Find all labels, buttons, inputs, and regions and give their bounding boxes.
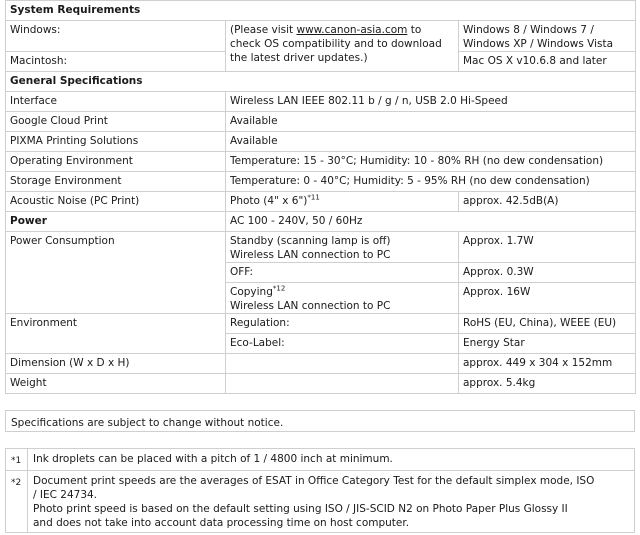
row-value: Windows 8 / Windows 7 / bbox=[463, 24, 594, 36]
row-condition: Eco-Label: bbox=[226, 334, 459, 354]
dimension-row bbox=[6, 354, 636, 374]
row-label: Operating Environment bbox=[6, 152, 226, 172]
footnote-line: / IEC 24734. bbox=[33, 489, 98, 501]
condition-text: Standby (scanning lamp is off) bbox=[230, 235, 391, 247]
row-label: PIXMA Printing Solutions bbox=[6, 132, 226, 152]
system-requirements-heading-row bbox=[6, 1, 636, 21]
condition-text: Copying bbox=[230, 286, 273, 298]
row-value: RoHS (EU, China), WEEE (EU) bbox=[459, 314, 636, 334]
row-condition: Regulation: bbox=[226, 314, 459, 334]
spec-row bbox=[6, 92, 636, 112]
row-value: Mac OS X v10.6.8 and later bbox=[459, 52, 636, 72]
change-notice: Specifications are subject to change without notice. bbox=[5, 410, 635, 432]
note-text: to bbox=[407, 24, 422, 36]
windows-value bbox=[459, 21, 636, 52]
row-value: Approx. 1.7W bbox=[459, 232, 636, 263]
condition-text: Photo (4" x 6") bbox=[230, 195, 308, 207]
empty-cell bbox=[226, 374, 459, 394]
row-value: approx. 5.4kg bbox=[459, 374, 636, 394]
row-value: Available bbox=[226, 132, 636, 152]
footnote-line: Document print speeds are the averages of ESAT in Office Category Test for the default simplex mode, ISO bbox=[33, 475, 595, 487]
power-consumption-standby-row bbox=[6, 232, 636, 263]
footnote-number: *2 bbox=[6, 471, 28, 533]
row-label: Power Consumption bbox=[6, 232, 226, 314]
row-label: Weight bbox=[6, 374, 226, 394]
power-row bbox=[6, 212, 636, 232]
row-value: Temperature: 0 - 40°C; Humidity: 5 - 95% RH (no dew condensation) bbox=[226, 172, 636, 192]
condition-text: Wireless LAN connection to PC bbox=[230, 249, 391, 261]
spec-row bbox=[6, 172, 636, 192]
spec-row bbox=[6, 152, 636, 172]
row-value: Available bbox=[226, 112, 636, 132]
row-value: approx. 42.5dB(A) bbox=[459, 192, 636, 212]
row-condition bbox=[226, 283, 459, 314]
spec-row bbox=[6, 132, 636, 152]
spec-row bbox=[6, 112, 636, 132]
row-value: Approx. 0.3W bbox=[459, 263, 636, 283]
footnote-text bbox=[28, 471, 635, 533]
row-label: Windows: bbox=[6, 21, 226, 52]
footnote-row bbox=[6, 471, 635, 533]
row-value: Windows XP / Windows Vista bbox=[463, 38, 614, 50]
acoustic-row bbox=[6, 192, 636, 212]
section-heading: System Requirements bbox=[6, 1, 636, 21]
weight-row bbox=[6, 374, 636, 394]
row-condition bbox=[226, 232, 459, 263]
row-label: Google Cloud Print bbox=[6, 112, 226, 132]
footnote-line: Photo print speed is based on the default setting using ISO / JIS-SCID N2 on Photo Paper Plus Glossy II bbox=[33, 503, 568, 515]
condition-text: Wireless LAN connection to PC bbox=[230, 300, 391, 312]
section-heading: General Specifications bbox=[6, 72, 636, 92]
footnote-row bbox=[6, 449, 635, 471]
os-note-cell bbox=[226, 21, 459, 72]
row-label: Acoustic Noise (PC Print) bbox=[6, 192, 226, 212]
row-value: AC 100 - 240V, 50 / 60Hz bbox=[226, 212, 636, 232]
row-value: approx. 449 x 304 x 152mm bbox=[459, 354, 636, 374]
row-label: Macintosh: bbox=[6, 52, 226, 72]
footnote-line: and does not take into account data processing time on host computer. bbox=[33, 517, 410, 529]
general-heading-row bbox=[6, 72, 636, 92]
note-text: check OS compatibility and to download bbox=[230, 38, 442, 50]
footnotes-table bbox=[5, 448, 635, 533]
row-condition bbox=[226, 192, 459, 212]
row-value: Wireless LAN IEEE 802.11 b / g / n, USB 2.0 Hi-Speed bbox=[226, 92, 636, 112]
windows-row bbox=[6, 21, 636, 52]
note-text: the latest driver updates.) bbox=[230, 52, 368, 64]
footnote-ref: *12 bbox=[272, 284, 286, 293]
row-value: Approx. 16W bbox=[459, 283, 636, 314]
row-label: Storage Environment bbox=[6, 172, 226, 192]
row-condition: OFF: bbox=[226, 263, 459, 283]
footnote-text: Ink droplets can be placed with a pitch of 1 / 4800 inch at minimum. bbox=[28, 449, 635, 471]
row-value: Temperature: 15 - 30°C; Humidity: 10 - 80% RH (no dew condensation) bbox=[226, 152, 636, 172]
note-text: (Please visit bbox=[230, 24, 297, 36]
row-label: Power bbox=[6, 212, 226, 232]
row-label: Environment bbox=[6, 314, 226, 354]
environment-regulation-row bbox=[6, 314, 636, 334]
footnote-ref: *11 bbox=[307, 193, 320, 202]
row-value: Energy Star bbox=[459, 334, 636, 354]
row-label: Dimension (W x D x H) bbox=[6, 354, 226, 374]
specifications-table bbox=[5, 0, 636, 394]
empty-cell bbox=[226, 354, 459, 374]
row-label: Interface bbox=[6, 92, 226, 112]
footnote-number: *1 bbox=[6, 449, 28, 471]
canon-asia-link[interactable]: www.canon-asia.com bbox=[296, 24, 408, 36]
